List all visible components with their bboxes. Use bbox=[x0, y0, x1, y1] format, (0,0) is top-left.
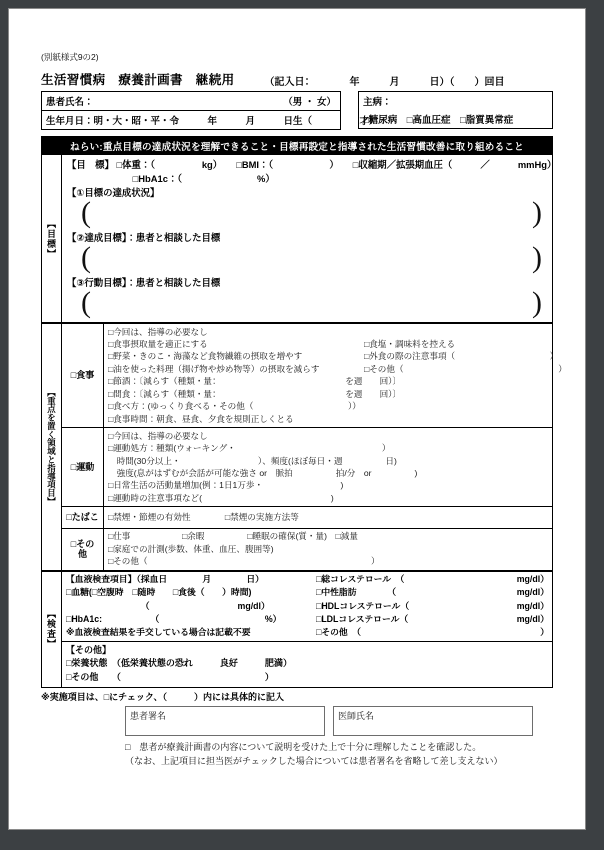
consent-checkbox-line[interactable]: □ 患者が療養計画書の内容について説明を受けた上で十分に理解したことを確認した。 bbox=[125, 742, 482, 753]
other-focus-label-line2: 他 bbox=[77, 549, 87, 560]
inspection-other-line[interactable]: □その他 （ ） bbox=[66, 671, 274, 682]
blood-test-right-label: □LDLコレステロール（ bbox=[316, 613, 409, 624]
goal-achievement-heading: 【①目標の達成状況】 bbox=[67, 187, 160, 198]
footer-note: ※実施項目は、□にチェック、（ ）内には具体的に記入 bbox=[41, 692, 285, 703]
form-number: (別紙様式9の2) bbox=[41, 52, 99, 62]
list-item[interactable]: □運動時の注意事項など( ) bbox=[108, 492, 334, 503]
diet-item-text: □今回は、指導の必要なし bbox=[108, 326, 208, 337]
aim-banner: ねらい:重点目標の達成状況を理解できること・目標再設定と指導された生活習慣改善に取り組めること bbox=[42, 137, 552, 155]
list-item[interactable]: 時間(30分以上・ ）、頻度(ほぼ毎日・週 日) bbox=[108, 455, 397, 466]
goal-measure-line-2[interactable]: □HbA1c：（ %） bbox=[67, 173, 275, 184]
blood-test-right bbox=[316, 600, 549, 613]
title-row bbox=[41, 70, 553, 88]
exercise-items bbox=[104, 428, 552, 506]
main-disease-options[interactable]: □糖尿病 □高血圧症 □脂質異常症 bbox=[363, 115, 514, 126]
main-disease-border bbox=[358, 91, 553, 129]
patient-signature-field[interactable]: 患者署名 bbox=[125, 706, 325, 736]
list-item[interactable] bbox=[108, 350, 559, 362]
left-paren-icon: ( bbox=[81, 196, 91, 229]
page-title: 生活習慣病 療養計画書 継続用 bbox=[41, 73, 235, 87]
inspection-row bbox=[42, 572, 552, 687]
other-focus-label-line1: □その bbox=[70, 538, 95, 549]
blood-test-left: □HbA1c: （ %） bbox=[66, 613, 282, 624]
inspection-side-label-col bbox=[42, 572, 62, 687]
blood-test-right bbox=[316, 573, 549, 586]
goal-behavior-heading: 【③行動目標】：患者と相談した目標 bbox=[67, 277, 221, 288]
diet-item-text-right: □食塩・調味料を控える bbox=[364, 338, 456, 349]
list-item[interactable] bbox=[108, 338, 549, 350]
inspection-content bbox=[62, 572, 552, 687]
goal-measure-line-1[interactable]: 【目 標】 □体重：（ kg） □BMI：（ ） □収縮期／拡張期血圧（ ／ mmHg） bbox=[67, 159, 557, 170]
list-item[interactable]: □運動処方：種類(ウォーキング・ ） bbox=[108, 443, 391, 454]
focus-content bbox=[62, 324, 567, 570]
diet-item-text: □油を使った料理（揚げ物や炒め物等）の摂取を減らす bbox=[108, 363, 320, 374]
list-item[interactable]: □その他（ ） bbox=[108, 556, 380, 567]
table-row[interactable] bbox=[66, 586, 549, 599]
inspection-other-block bbox=[62, 641, 552, 687]
list-item[interactable]: □食事時間：朝食、昼食、夕食を規則正しくとる bbox=[108, 413, 294, 424]
list-item[interactable] bbox=[108, 363, 567, 375]
diet-item-text-right: □その他（ ） bbox=[364, 363, 567, 374]
diet-item-text-right bbox=[364, 326, 549, 338]
goal-behavior-field[interactable] bbox=[67, 286, 552, 319]
blood-test-right-unit: mg/dl） bbox=[516, 600, 549, 611]
goal-target-heading: 【②達成目標】：患者と相談した目標 bbox=[67, 232, 221, 243]
list-item[interactable] bbox=[108, 326, 549, 338]
header-boxes bbox=[41, 91, 553, 130]
left-paren-icon: ( bbox=[81, 286, 91, 319]
main-disease-box bbox=[358, 91, 553, 130]
right-paren-icon: ) bbox=[532, 241, 542, 274]
blood-test-block bbox=[62, 572, 552, 641]
blood-test-right-unit: ） bbox=[461, 626, 549, 637]
other-focus-label[interactable] bbox=[62, 529, 104, 570]
focus-section bbox=[41, 323, 567, 571]
blood-test-right-label: □その他 （ bbox=[316, 626, 361, 637]
table-row[interactable] bbox=[66, 626, 549, 639]
blood-test-right-label: □HDLコレステロール（ bbox=[316, 600, 410, 611]
inspection-section bbox=[41, 571, 553, 688]
header-spacer bbox=[341, 91, 358, 130]
blood-test-right-unit: mg/dl） bbox=[516, 613, 549, 624]
tobacco-items bbox=[104, 507, 552, 527]
diet-items bbox=[104, 324, 567, 427]
consent-note-line: （なお、上記項目に担当医がチェックした場合については患者署名を省略して差し支えない） bbox=[125, 755, 503, 766]
left-paren-icon: ( bbox=[81, 241, 91, 274]
goals-row bbox=[42, 155, 557, 322]
patient-name-label: 患者氏名： bbox=[46, 97, 94, 108]
patient-name-row bbox=[42, 92, 340, 110]
blood-test-right bbox=[316, 586, 549, 599]
list-item[interactable]: □仕事 □余暇 □睡眠の確保(質・量) □減量 bbox=[108, 531, 358, 542]
inspection-other-heading: 【その他】 bbox=[66, 644, 112, 655]
table-row[interactable] bbox=[66, 573, 549, 586]
right-paren-icon: ) bbox=[532, 286, 542, 319]
aim-banner-wrap bbox=[41, 136, 553, 155]
blood-test-left: 【血液検査項目】（採血日 月 日） bbox=[66, 574, 264, 585]
focus-side-label-col bbox=[42, 324, 62, 570]
doctor-name-field[interactable]: 医師氏名 bbox=[333, 706, 533, 736]
other-focus-items bbox=[104, 529, 552, 570]
diet-label[interactable]: □食事 bbox=[62, 324, 104, 427]
list-item[interactable]: □家庭での計測(歩数、体重、血圧、腹囲等) bbox=[108, 543, 274, 554]
blood-test-right bbox=[316, 626, 549, 639]
tobacco-label[interactable]: □たばこ bbox=[62, 507, 104, 527]
diet-item-text: □食事摂取量を適正にする bbox=[108, 338, 208, 349]
goals-section bbox=[41, 155, 557, 323]
blood-test-right bbox=[316, 613, 549, 626]
table-row[interactable] bbox=[66, 613, 549, 626]
list-item[interactable]: □食べ方：(ゆっくり食べる・その他（ ）） bbox=[108, 401, 361, 412]
exercise-row bbox=[62, 427, 552, 506]
main-disease-label: 主病： bbox=[363, 97, 392, 108]
table-row[interactable] bbox=[66, 600, 549, 613]
consent-block bbox=[41, 741, 553, 768]
focus-side-label: 【重点を置く領域と指導項目】 bbox=[46, 388, 57, 506]
right-paren-icon: ) bbox=[532, 196, 542, 229]
form-content bbox=[41, 51, 567, 768]
list-item[interactable]: □今回は、指導の必要なし bbox=[108, 430, 208, 441]
goals-content bbox=[62, 155, 557, 322]
list-item[interactable]: □節酒：〔減らす（種類・量： を週 回）〕 bbox=[108, 376, 402, 387]
list-item[interactable]: □禁煙・節煙の有効性 □禁煙の実施方法等 bbox=[108, 512, 299, 523]
list-item[interactable]: □日常生活の活動量増加(例：1日1万歩・ ) bbox=[108, 480, 344, 491]
blood-test-right-unit: mg/dl） bbox=[516, 574, 549, 585]
inspection-side-label: 【検査】 bbox=[46, 609, 56, 650]
focus-row bbox=[42, 324, 567, 570]
list-item[interactable]: □間食：〔減らす（種類・量： を週 回）〕 bbox=[108, 388, 402, 399]
document-page bbox=[8, 8, 586, 830]
nutrition-status-line[interactable]: □栄養状態 （低栄養状態の恐れ 良好 肥満） bbox=[66, 658, 292, 669]
goal-target-field[interactable] bbox=[67, 241, 552, 274]
blood-test-right-unit: mg/dl） bbox=[516, 587, 549, 598]
other-focus-row bbox=[62, 528, 552, 570]
blood-test-left: （ mg/dl） bbox=[66, 600, 270, 611]
patient-birth-row: 生年月日：明・大・昭・平・令 年 月 日生（ 才） bbox=[42, 110, 340, 129]
tobacco-row bbox=[62, 506, 552, 527]
diet-item-text-right: □外食の際の注意事項（ ） bbox=[364, 351, 559, 362]
list-item[interactable]: 強度(息がはずむが会話が可能な強さ or 脈拍 拍/分 or ) bbox=[108, 467, 418, 478]
goal-achievement-field[interactable] bbox=[67, 196, 552, 229]
goals-side-label-col bbox=[42, 155, 62, 322]
exercise-label[interactable]: □運動 bbox=[62, 428, 104, 506]
blood-test-right-label: □総コレステロール （ bbox=[316, 574, 405, 585]
signature-row bbox=[41, 706, 553, 736]
blood-test-note: ※血液検査結果を手交している場合は記載不要 bbox=[66, 626, 251, 637]
diet-row bbox=[62, 324, 567, 427]
patient-gender-label: （男 ・ 女） bbox=[283, 97, 336, 108]
diet-item-text: □野菜・きのこ・海藻など食物繊維の摂取を増やす bbox=[108, 351, 303, 362]
date-entry-label: （記入日： 年 月 日）（ ）回目 bbox=[264, 77, 505, 88]
goals-side-label: 【目標】 bbox=[46, 218, 56, 259]
blood-test-left: □血糖(□空腹時 □随時 □食後（ ）時間) bbox=[66, 587, 252, 598]
blood-test-right-label: □中性脂肪 （ bbox=[316, 587, 397, 598]
